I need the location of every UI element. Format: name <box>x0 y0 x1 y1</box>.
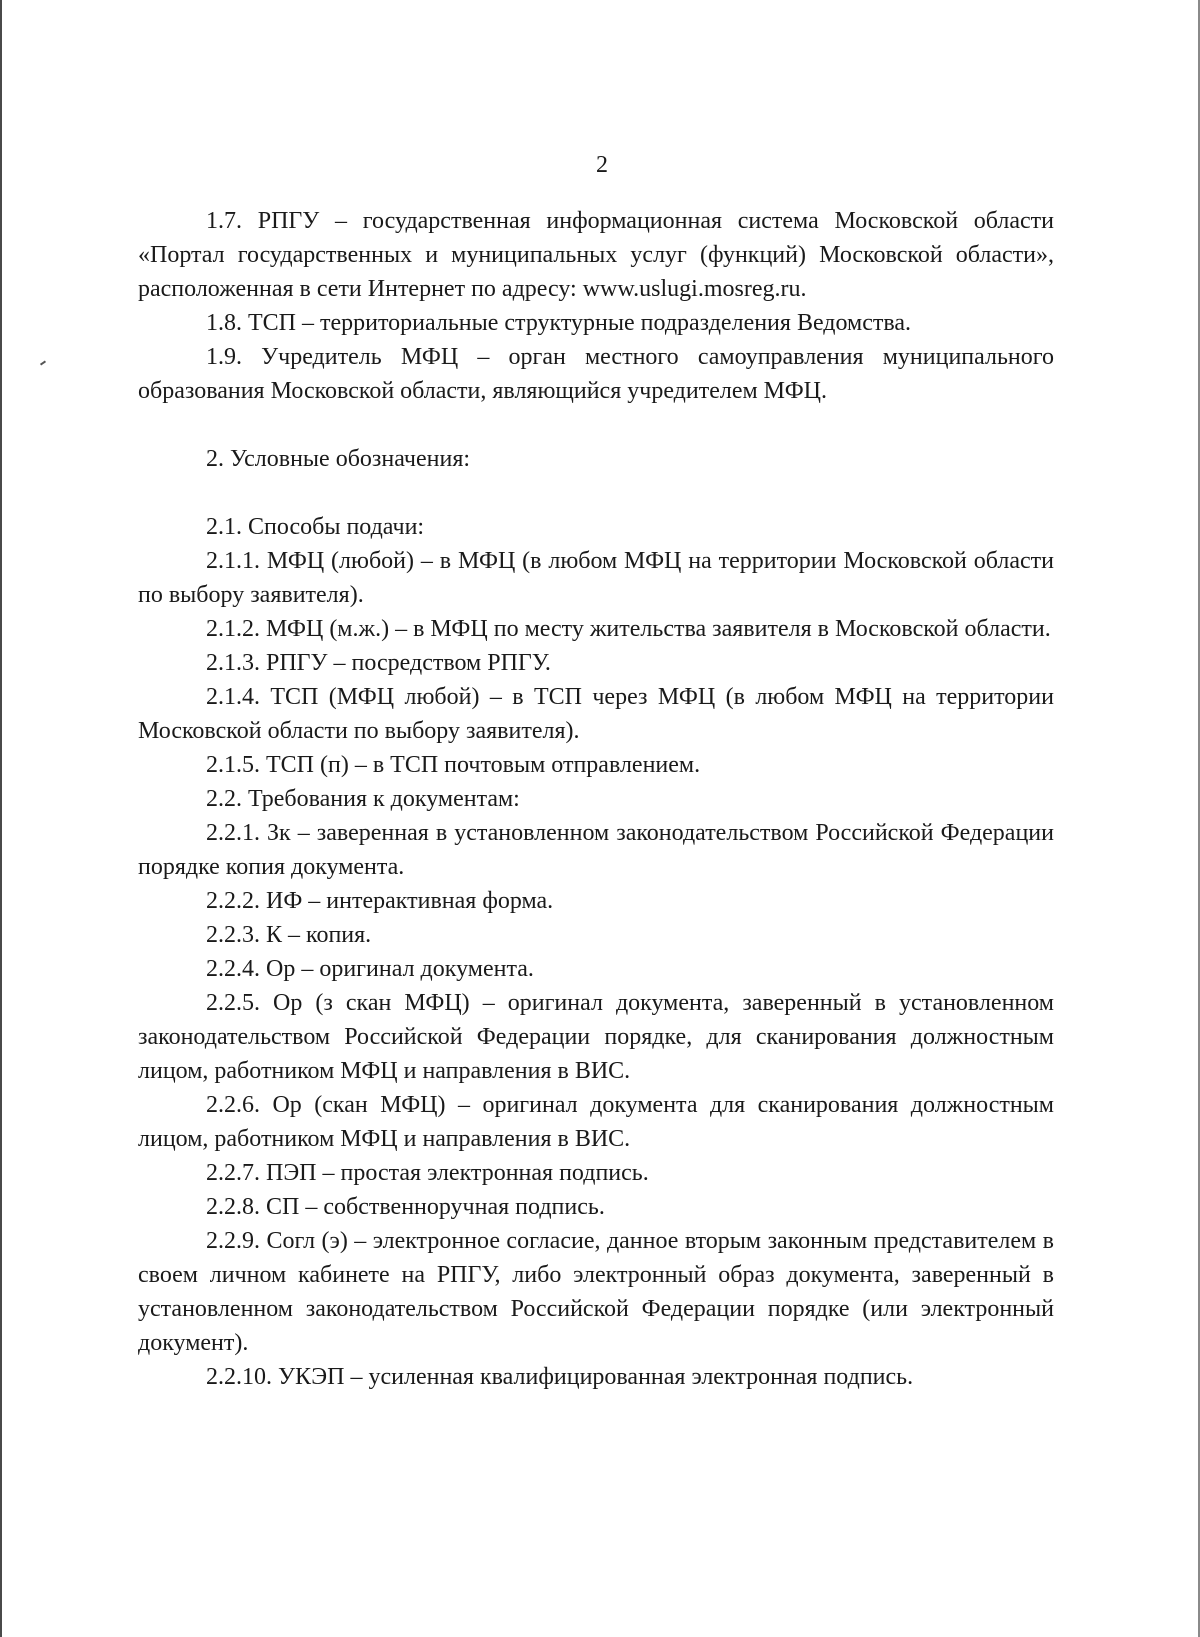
page-number: 2 <box>596 152 608 178</box>
definition-1-7: 1.7. РПГУ – государственная информационная система Московской области «Портал государственных и муниципальных услуг (функций) Московской области», расположенная в сети Интернет по адресу: www.uslugi.mosreg.ru. <box>138 208 1054 302</box>
item-2-2-8: 2.2.8. СП – собственноручная подпись. <box>206 1194 605 1220</box>
item-2-1-4: 2.1.4. ТСП (МФЦ любой) – в ТСП через МФЦ (в любом МФЦ на территории Московской области по выбору заявителя). <box>138 684 1054 744</box>
item-2-2-7: 2.2.7. ПЭП – простая электронная подпись. <box>206 1160 649 1186</box>
item-2-2-5: 2.2.5. Ор (з скан МФЦ) – оригинал документа, заверенный в установленном законодательством Российской Федерации порядке, для сканирования должностным лицом, работником МФЦ и направления в ВИС. <box>138 990 1054 1084</box>
definition-1-9: 1.9. Учредитель МФЦ – орган местного самоуправления муниципального образования Московской области, являющийся учредителем МФЦ. <box>138 344 1054 404</box>
document-body <box>138 204 1054 1394</box>
section-heading-2: 2. Условные обозначения: <box>206 446 471 472</box>
item-2-1-2: 2.1.2. МФЦ (м.ж.) – в МФЦ по месту жительства заявителя в Московской области. <box>206 616 1051 642</box>
item-2-2-9: 2.2.9. Согл (э) – электронное согласие, данное вторым законным представителем в своем личном кабинете на РПГУ, либо электронный образ документа, заверенный в установленном законодательством Российской Федерации порядке (или электронный документ). <box>138 1228 1054 1356</box>
subsection-heading-2-1: 2.1. Способы подачи: <box>206 514 425 540</box>
item-2-1-1: 2.1.1. МФЦ (любой) – в МФЦ (в любом МФЦ на территории Московской области по выбору заявителя). <box>138 548 1054 608</box>
item-2-2-2: 2.2.2. ИФ – интерактивная форма. <box>206 888 554 914</box>
item-2-1-5: 2.1.5. ТСП (п) – в ТСП почтовым отправлением. <box>206 752 701 778</box>
item-2-2-10: 2.2.10. УКЭП – усиленная квалифицированная электронная подпись. <box>206 1364 914 1390</box>
item-2-2-1: 2.2.1. Зк – заверенная в установленном законодательством Российской Федерации порядке копия документа. <box>138 820 1054 880</box>
item-2-2-3: 2.2.3. К – копия. <box>206 922 372 948</box>
scan-speck <box>40 360 46 365</box>
paragraph-gap <box>138 476 1054 510</box>
item-2-2-4: 2.2.4. Ор – оригинал документа. <box>206 956 534 982</box>
subsection-heading-2-2: 2.2. Требования к документам: <box>206 786 520 812</box>
item-2-1-3: 2.1.3. РПГУ – посредством РПГУ. <box>206 650 551 676</box>
definition-1-8: 1.8. ТСП – территориальные структурные подразделения Ведомства. <box>206 310 912 336</box>
paragraph-gap <box>138 408 1054 442</box>
item-2-2-6: 2.2.6. Ор (скан МФЦ) – оригинал документа для сканирования должностным лицом, работником МФЦ и направления в ВИС. <box>138 1092 1054 1152</box>
